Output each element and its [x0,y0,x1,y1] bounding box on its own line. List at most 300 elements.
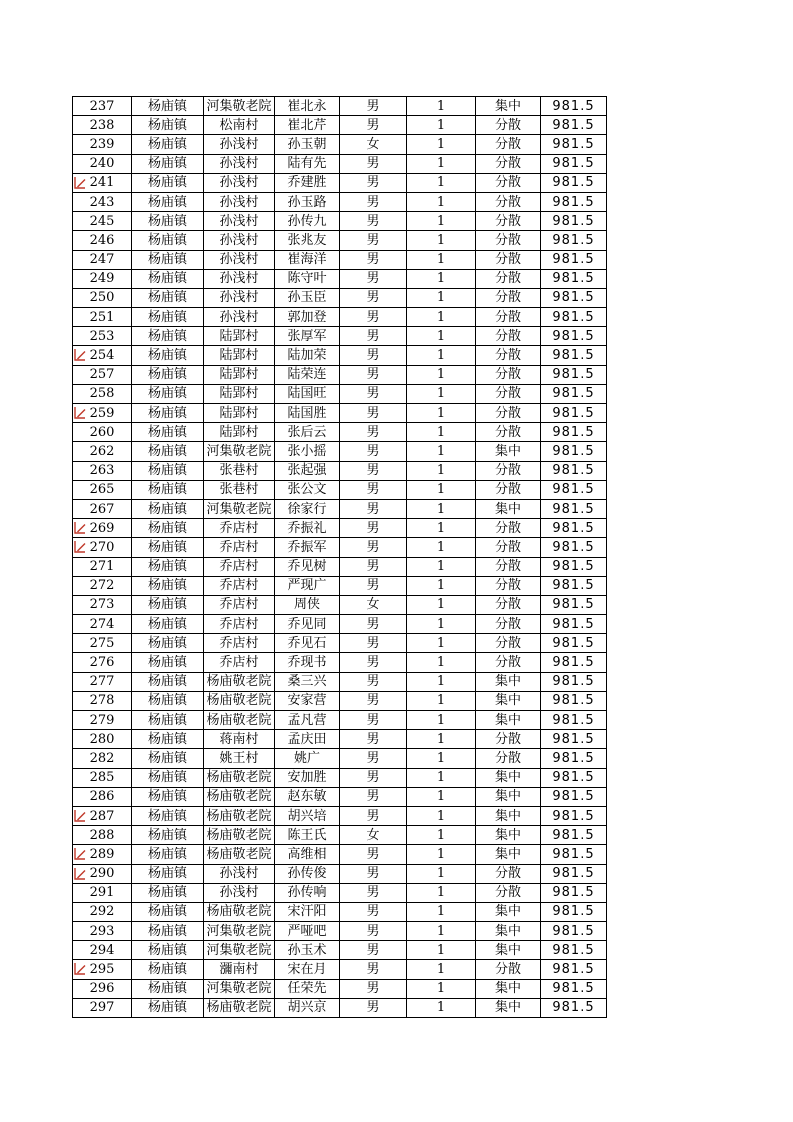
cell-sex[interactable]: 男 [340,288,407,307]
cell-town[interactable]: 杨庙镇 [132,672,204,691]
cell-number[interactable] [73,212,132,231]
cell-place[interactable]: 陆郢村 [204,423,275,442]
table-row[interactable] [73,442,607,461]
cell-name[interactable]: 陈守叶 [275,269,340,288]
cell-place[interactable]: 张巷村 [204,461,275,480]
table-row[interactable] [73,212,607,231]
cell-support-type[interactable]: 分散 [476,327,541,346]
cell-sex[interactable]: 男 [340,173,407,192]
table-row[interactable] [73,154,607,173]
cell-sex[interactable]: 男 [340,442,407,461]
cell-number[interactable] [73,941,132,960]
cell-quantity[interactable]: 1 [407,404,476,423]
cell-support-type[interactable]: 分散 [476,576,541,595]
cell-town[interactable]: 杨庙镇 [132,442,204,461]
cell-support-type[interactable]: 集中 [476,806,541,825]
cell-place[interactable]: 杨庙敬老院 [204,768,275,787]
cell-name[interactable]: 崔海洋 [275,250,340,269]
comment-marker-icon[interactable] [74,406,86,419]
cell-support-type[interactable]: 集中 [476,672,541,691]
cell-amount[interactable]: 981.5 [541,461,607,480]
cell-town[interactable]: 杨庙镇 [132,979,204,998]
cell-name[interactable]: 张兆友 [275,231,340,250]
cell-amount[interactable]: 981.5 [541,730,607,749]
cell-name[interactable]: 张厚军 [275,327,340,346]
cell-amount[interactable]: 981.5 [541,787,607,806]
cell-town[interactable]: 杨庙镇 [132,308,204,327]
cell-number[interactable] [73,960,132,979]
cell-number[interactable] [73,404,132,423]
cell-quantity[interactable]: 1 [407,941,476,960]
cell-quantity[interactable]: 1 [407,749,476,768]
cell-number[interactable] [73,365,132,384]
cell-support-type[interactable]: 分散 [476,634,541,653]
cell-support-type[interactable]: 分散 [476,615,541,634]
cell-name[interactable]: 乔振礼 [275,519,340,538]
cell-quantity[interactable]: 1 [407,250,476,269]
cell-sex[interactable]: 男 [340,979,407,998]
cell-amount[interactable]: 981.5 [541,365,607,384]
cell-name[interactable]: 赵东敏 [275,787,340,806]
cell-place[interactable]: 乔店村 [204,653,275,672]
cell-name[interactable]: 张起强 [275,461,340,480]
cell-amount[interactable]: 981.5 [541,327,607,346]
cell-number[interactable] [73,826,132,845]
cell-support-type[interactable]: 集中 [476,826,541,845]
cell-quantity[interactable]: 1 [407,308,476,327]
cell-support-type[interactable]: 分散 [476,288,541,307]
table-row[interactable] [73,864,607,883]
cell-name[interactable]: 孙玉朝 [275,135,340,154]
cell-name[interactable]: 徐家行 [275,499,340,518]
cell-sex[interactable]: 男 [340,384,407,403]
cell-quantity[interactable]: 1 [407,864,476,883]
cell-support-type[interactable]: 集中 [476,998,541,1017]
cell-quantity[interactable]: 1 [407,97,476,116]
cell-place[interactable]: 杨庙敬老院 [204,711,275,730]
cell-support-type[interactable]: 集中 [476,711,541,730]
cell-place[interactable]: 杨庙敬老院 [204,902,275,921]
cell-place[interactable]: 孙浅村 [204,192,275,211]
cell-name[interactable]: 孟凡营 [275,711,340,730]
cell-town[interactable]: 杨庙镇 [132,576,204,595]
cell-number[interactable] [73,192,132,211]
cell-amount[interactable]: 981.5 [541,768,607,787]
cell-name[interactable]: 周侠 [275,595,340,614]
cell-sex[interactable]: 男 [340,883,407,902]
cell-place[interactable]: 孙浅村 [204,883,275,902]
cell-amount[interactable]: 981.5 [541,404,607,423]
cell-support-type[interactable]: 分散 [476,404,541,423]
cell-name[interactable]: 陈王氏 [275,826,340,845]
cell-name[interactable]: 陆有先 [275,154,340,173]
table-row[interactable] [73,346,607,365]
comment-marker-icon[interactable] [74,348,86,361]
cell-support-type[interactable]: 集中 [476,845,541,864]
cell-support-type[interactable]: 分散 [476,384,541,403]
cell-place[interactable]: 杨庙敬老院 [204,691,275,710]
cell-amount[interactable]: 981.5 [541,173,607,192]
cell-name[interactable]: 崔北永 [275,97,340,116]
table-row[interactable] [73,902,607,921]
comment-marker-icon[interactable] [74,521,86,534]
cell-name[interactable]: 陆国旺 [275,384,340,403]
cell-town[interactable]: 杨庙镇 [132,845,204,864]
cell-name[interactable]: 高维相 [275,845,340,864]
cell-town[interactable]: 杨庙镇 [132,787,204,806]
table-row[interactable] [73,749,607,768]
cell-sex[interactable]: 男 [340,960,407,979]
cell-sex[interactable]: 男 [340,499,407,518]
cell-quantity[interactable]: 1 [407,154,476,173]
cell-amount[interactable]: 981.5 [541,634,607,653]
cell-amount[interactable]: 981.5 [541,116,607,135]
table-row[interactable] [73,634,607,653]
cell-amount[interactable]: 981.5 [541,979,607,998]
cell-amount[interactable]: 981.5 [541,941,607,960]
cell-sex[interactable]: 男 [340,97,407,116]
cell-town[interactable]: 杨庙镇 [132,902,204,921]
table-row[interactable] [73,979,607,998]
cell-sex[interactable]: 男 [340,480,407,499]
cell-sex[interactable]: 男 [340,404,407,423]
cell-quantity[interactable]: 1 [407,768,476,787]
cell-sex[interactable]: 男 [340,231,407,250]
cell-support-type[interactable]: 集中 [476,97,541,116]
cell-support-type[interactable]: 分散 [476,595,541,614]
cell-support-type[interactable]: 集中 [476,787,541,806]
cell-number[interactable] [73,998,132,1017]
cell-quantity[interactable]: 1 [407,998,476,1017]
table-row[interactable] [73,653,607,672]
cell-place[interactable]: 陆郢村 [204,365,275,384]
cell-town[interactable]: 杨庙镇 [132,499,204,518]
cell-amount[interactable]: 981.5 [541,231,607,250]
table-row[interactable] [73,192,607,211]
cell-number[interactable] [73,883,132,902]
cell-support-type[interactable]: 分散 [476,749,541,768]
cell-quantity[interactable]: 1 [407,288,476,307]
cell-quantity[interactable]: 1 [407,499,476,518]
cell-town[interactable]: 杨庙镇 [132,327,204,346]
cell-number[interactable] [73,346,132,365]
cell-sex[interactable]: 男 [340,864,407,883]
cell-sex[interactable]: 男 [340,653,407,672]
cell-quantity[interactable]: 1 [407,960,476,979]
cell-number[interactable] [73,308,132,327]
cell-place[interactable]: 孙浅村 [204,308,275,327]
table-row[interactable] [73,116,607,135]
table-row[interactable] [73,173,607,192]
cell-name[interactable]: 宋汗阳 [275,902,340,921]
cell-sex[interactable]: 男 [340,212,407,231]
cell-number[interactable] [73,480,132,499]
cell-number[interactable] [73,135,132,154]
cell-amount[interactable]: 981.5 [541,519,607,538]
cell-place[interactable]: 乔店村 [204,576,275,595]
cell-sex[interactable]: 男 [340,711,407,730]
cell-sex[interactable]: 男 [340,519,407,538]
cell-quantity[interactable]: 1 [407,116,476,135]
cell-town[interactable]: 杨庙镇 [132,97,204,116]
cell-name[interactable]: 严哑吧 [275,922,340,941]
cell-sex[interactable]: 男 [340,327,407,346]
table-row[interactable] [73,845,607,864]
cell-support-type[interactable]: 集中 [476,941,541,960]
cell-name[interactable]: 安家营 [275,691,340,710]
cell-sex[interactable]: 男 [340,154,407,173]
cell-quantity[interactable]: 1 [407,711,476,730]
cell-support-type[interactable]: 分散 [476,461,541,480]
cell-amount[interactable]: 981.5 [541,269,607,288]
table-row[interactable] [73,308,607,327]
cell-town[interactable]: 杨庙镇 [132,192,204,211]
cell-sex[interactable]: 男 [340,806,407,825]
cell-number[interactable] [73,845,132,864]
cell-amount[interactable]: 981.5 [541,576,607,595]
cell-place[interactable]: 乔店村 [204,615,275,634]
cell-place[interactable]: 河集敬老院 [204,499,275,518]
cell-support-type[interactable]: 分散 [476,365,541,384]
cell-quantity[interactable]: 1 [407,691,476,710]
cell-town[interactable]: 杨庙镇 [132,135,204,154]
cell-quantity[interactable]: 1 [407,615,476,634]
cell-name[interactable]: 崔北芹 [275,116,340,135]
cell-amount[interactable]: 981.5 [541,672,607,691]
cell-town[interactable]: 杨庙镇 [132,864,204,883]
cell-quantity[interactable]: 1 [407,192,476,211]
cell-town[interactable]: 杨庙镇 [132,404,204,423]
cell-amount[interactable]: 981.5 [541,595,607,614]
cell-quantity[interactable]: 1 [407,595,476,614]
cell-town[interactable]: 杨庙镇 [132,883,204,902]
cell-place[interactable]: 杨庙敬老院 [204,806,275,825]
cell-amount[interactable]: 981.5 [541,288,607,307]
cell-support-type[interactable]: 分散 [476,231,541,250]
cell-town[interactable]: 杨庙镇 [132,557,204,576]
cell-town[interactable]: 杨庙镇 [132,941,204,960]
cell-amount[interactable]: 981.5 [541,845,607,864]
cell-place[interactable]: 孙浅村 [204,135,275,154]
table-row[interactable] [73,672,607,691]
cell-number[interactable] [73,749,132,768]
cell-place[interactable]: 孙浅村 [204,231,275,250]
cell-sex[interactable]: 男 [340,615,407,634]
cell-amount[interactable]: 981.5 [541,749,607,768]
comment-marker-icon[interactable] [74,809,86,822]
table-row[interactable] [73,135,607,154]
cell-place[interactable]: 乔店村 [204,595,275,614]
cell-town[interactable]: 杨庙镇 [132,480,204,499]
cell-place[interactable]: 陆郢村 [204,384,275,403]
cell-name[interactable]: 孙玉路 [275,192,340,211]
cell-number[interactable] [73,327,132,346]
table-row[interactable] [73,423,607,442]
cell-quantity[interactable]: 1 [407,346,476,365]
cell-number[interactable] [73,691,132,710]
cell-quantity[interactable]: 1 [407,442,476,461]
cell-place[interactable]: 杨庙敬老院 [204,826,275,845]
cell-place[interactable]: 陆郢村 [204,346,275,365]
cell-name[interactable]: 张小摇 [275,442,340,461]
cell-place[interactable]: 孙浅村 [204,173,275,192]
cell-support-type[interactable]: 分散 [476,730,541,749]
cell-sex[interactable]: 男 [340,346,407,365]
cell-support-type[interactable]: 分散 [476,308,541,327]
cell-name[interactable]: 姚广 [275,749,340,768]
cell-quantity[interactable]: 1 [407,730,476,749]
cell-place[interactable]: 陆郢村 [204,327,275,346]
cell-support-type[interactable]: 分散 [476,864,541,883]
cell-sex[interactable]: 男 [340,691,407,710]
cell-number[interactable] [73,231,132,250]
cell-sex[interactable]: 男 [340,250,407,269]
table-row[interactable] [73,499,607,518]
cell-amount[interactable]: 981.5 [541,653,607,672]
cell-amount[interactable]: 981.5 [541,135,607,154]
cell-place[interactable]: 孙浅村 [204,154,275,173]
table-row[interactable] [73,941,607,960]
cell-amount[interactable]: 981.5 [541,806,607,825]
cell-town[interactable]: 杨庙镇 [132,960,204,979]
cell-sex[interactable]: 男 [340,998,407,1017]
cell-quantity[interactable]: 1 [407,845,476,864]
cell-place[interactable]: 陆郢村 [204,404,275,423]
cell-name[interactable]: 郭加登 [275,308,340,327]
cell-quantity[interactable]: 1 [407,653,476,672]
cell-quantity[interactable]: 1 [407,461,476,480]
cell-town[interactable]: 杨庙镇 [132,998,204,1017]
table-row[interactable] [73,711,607,730]
cell-number[interactable] [73,442,132,461]
cell-quantity[interactable]: 1 [407,365,476,384]
cell-support-type[interactable]: 分散 [476,960,541,979]
cell-name[interactable]: 乔见同 [275,615,340,634]
cell-place[interactable]: 河集敬老院 [204,922,275,941]
cell-quantity[interactable]: 1 [407,787,476,806]
cell-quantity[interactable]: 1 [407,384,476,403]
cell-support-type[interactable]: 分散 [476,883,541,902]
table-row[interactable] [73,327,607,346]
cell-quantity[interactable]: 1 [407,806,476,825]
cell-amount[interactable]: 981.5 [541,499,607,518]
comment-marker-icon[interactable] [74,962,86,975]
cell-town[interactable]: 杨庙镇 [132,212,204,231]
cell-place[interactable]: 杨庙敬老院 [204,672,275,691]
cell-support-type[interactable]: 分散 [476,250,541,269]
cell-name[interactable]: 张公文 [275,480,340,499]
table-row[interactable] [73,538,607,557]
cell-sex[interactable]: 女 [340,826,407,845]
cell-quantity[interactable]: 1 [407,327,476,346]
cell-town[interactable]: 杨庙镇 [132,116,204,135]
cell-town[interactable]: 杨庙镇 [132,154,204,173]
cell-number[interactable] [73,576,132,595]
cell-town[interactable]: 杨庙镇 [132,231,204,250]
cell-support-type[interactable]: 集中 [476,979,541,998]
cell-place[interactable]: 杨庙敬老院 [204,845,275,864]
cell-name[interactable]: 乔见石 [275,634,340,653]
cell-number[interactable] [73,173,132,192]
comment-marker-icon[interactable] [74,176,86,189]
cell-sex[interactable]: 女 [340,595,407,614]
cell-support-type[interactable]: 分散 [476,346,541,365]
cell-support-type[interactable]: 集中 [476,902,541,921]
cell-amount[interactable]: 981.5 [541,97,607,116]
cell-quantity[interactable]: 1 [407,883,476,902]
table-row[interactable] [73,250,607,269]
cell-town[interactable]: 杨庙镇 [132,288,204,307]
cell-place[interactable]: 乔店村 [204,519,275,538]
cell-amount[interactable]: 981.5 [541,864,607,883]
cell-name[interactable]: 陆国胜 [275,404,340,423]
cell-support-type[interactable]: 分散 [476,192,541,211]
cell-town[interactable]: 杨庙镇 [132,653,204,672]
table-row[interactable] [73,461,607,480]
cell-support-type[interactable]: 分散 [476,173,541,192]
cell-name[interactable]: 孙传响 [275,883,340,902]
cell-quantity[interactable]: 1 [407,519,476,538]
cell-name[interactable]: 孙玉臣 [275,288,340,307]
cell-number[interactable] [73,461,132,480]
cell-number[interactable] [73,538,132,557]
cell-sex[interactable]: 女 [340,135,407,154]
cell-quantity[interactable]: 1 [407,979,476,998]
cell-place[interactable]: 瀰南村 [204,960,275,979]
cell-quantity[interactable]: 1 [407,423,476,442]
cell-number[interactable] [73,634,132,653]
cell-town[interactable]: 杨庙镇 [132,384,204,403]
cell-name[interactable]: 乔现书 [275,653,340,672]
cell-number[interactable] [73,730,132,749]
cell-sex[interactable]: 男 [340,787,407,806]
table-row[interactable] [73,768,607,787]
cell-number[interactable] [73,519,132,538]
cell-town[interactable]: 杨庙镇 [132,250,204,269]
cell-sex[interactable]: 男 [340,461,407,480]
cell-name[interactable]: 宋在月 [275,960,340,979]
table-row[interactable] [73,365,607,384]
cell-number[interactable] [73,288,132,307]
cell-place[interactable]: 蒋南村 [204,730,275,749]
table-row[interactable] [73,806,607,825]
table-row[interactable] [73,960,607,979]
cell-amount[interactable]: 981.5 [541,557,607,576]
cell-sex[interactable]: 男 [340,845,407,864]
cell-town[interactable]: 杨庙镇 [132,615,204,634]
cell-number[interactable] [73,902,132,921]
cell-town[interactable]: 杨庙镇 [132,346,204,365]
cell-name[interactable]: 胡兴京 [275,998,340,1017]
table-row[interactable] [73,615,607,634]
cell-sex[interactable]: 男 [340,768,407,787]
cell-number[interactable] [73,979,132,998]
cell-amount[interactable]: 981.5 [541,423,607,442]
table-row[interactable] [73,730,607,749]
table-row[interactable] [73,576,607,595]
cell-quantity[interactable]: 1 [407,634,476,653]
cell-sex[interactable]: 男 [340,730,407,749]
cell-sex[interactable]: 男 [340,365,407,384]
cell-amount[interactable]: 981.5 [541,154,607,173]
cell-sex[interactable]: 男 [340,308,407,327]
cell-support-type[interactable]: 分散 [476,154,541,173]
cell-quantity[interactable]: 1 [407,212,476,231]
cell-support-type[interactable]: 分散 [476,116,541,135]
cell-amount[interactable]: 981.5 [541,212,607,231]
cell-town[interactable]: 杨庙镇 [132,173,204,192]
cell-sex[interactable]: 男 [340,941,407,960]
